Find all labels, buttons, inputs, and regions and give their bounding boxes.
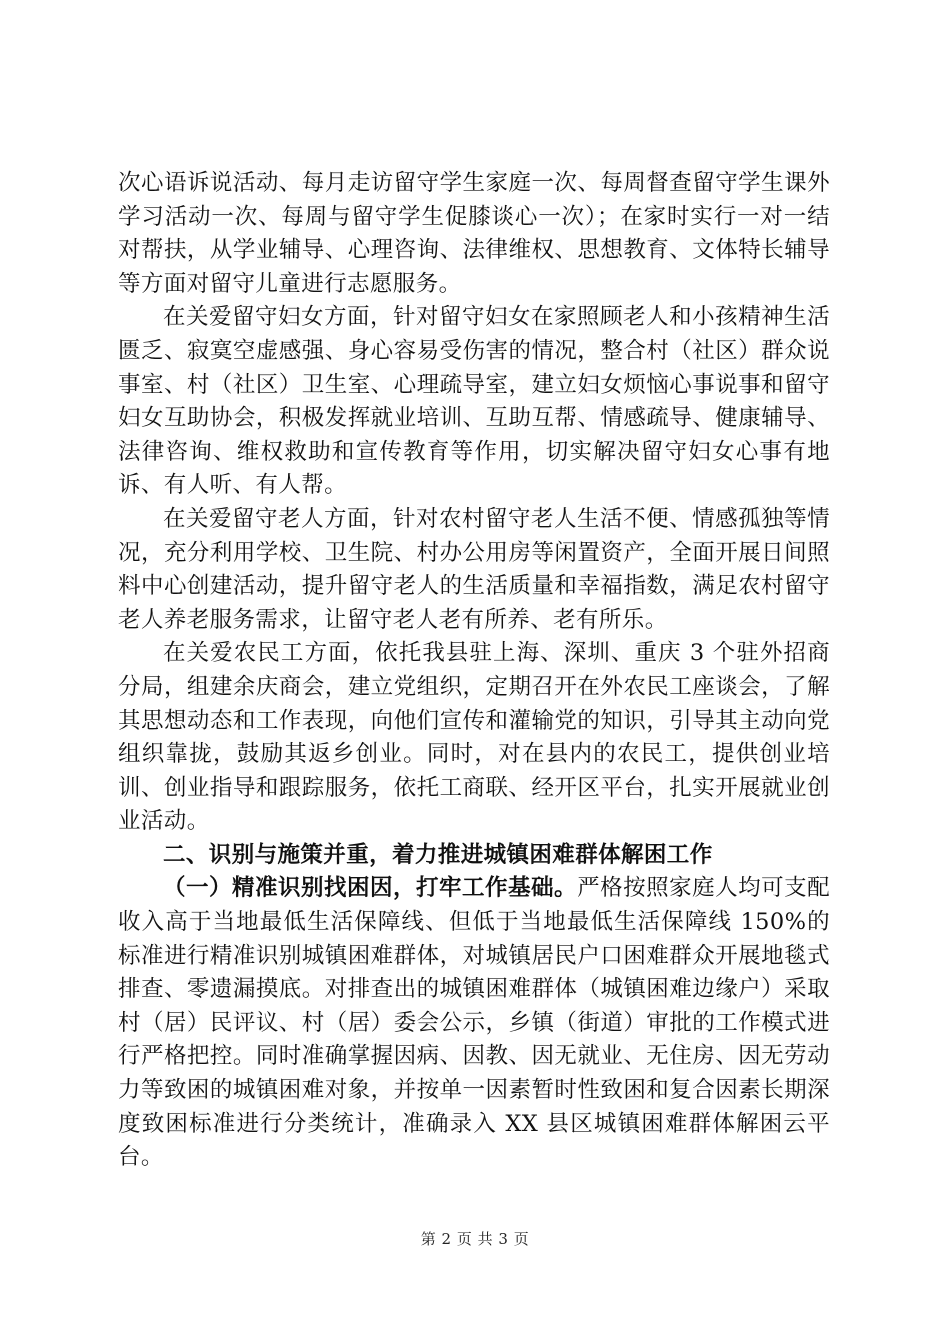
paragraph-elderly: 在关爱留守老人方面，针对农村留守老人生活不便、情感孤独等情况，充分利用学校、卫生院、村办公用房等闲置资产，全面开展日间照料中心创建活动，提升留守老人的生活质量和幸福指数，满足农村留守老人养老服务需求，让留守老人老有所养、老有所乐。 bbox=[118, 505, 830, 633]
subsection-paragraph bbox=[118, 872, 830, 1174]
paragraph-women: 在关爱留守妇女方面，针对留守妇女在家照顾老人和小孩精神生活匮乏、寂寞空虚感强、身心容易受伤害的情况，整合村（社区）群众说事室、村（社区）卫生室、心理疏导室，建立妇女烦恼心事说事和留守妇女互助协会，积极发挥就业培训、互助互帮、情感疏导、健康辅导、法律咨询、维权救助和宣传教育等作用，切实解决留守妇女心事有地诉、有人听、有人帮。 bbox=[118, 304, 830, 499]
subsection-lead: （一）精准识别找困因，打牢工作基础。 bbox=[163, 875, 578, 902]
section-heading: 二、识别与施策并重，着力推进城镇困难群体解困工作 bbox=[163, 841, 713, 868]
paragraph-continuation: 次心语诉说活动、每月走访留守学生家庭一次、每周督查留守学生课外学习活动一次、每周与留守学生促膝谈心一次）；在家时实行一对一结对帮扶，从学业辅导、心理咨询、法律维权、思想教育、文体特长辅导等方面对留守儿童进行志愿服务。 bbox=[118, 170, 830, 297]
document-body bbox=[118, 167, 830, 1175]
subsection-text: 严格按照家庭人均可支配收入高于当地最低生活保障线、但低于当地最低生活保障线 150%的标准进行精准识别城镇困难群体，对城镇居民户口困难群众开展地毯式排查、零遗漏摸底。对排查出的城镇困难群体（城镇困难边缘户）采取村（居）民评议、村（居）委会公示，乡镇（街道）审批的工作模式进行严格把控。同时准确掌握因病、因教、因无就业、无住房、因无劳动力等致困的城镇困难对象，并按单一因素暂时性致困和复合因素长期深度致困标准进行分类统计，准确录入 XX 县区城镇困难群体解困云平台。 bbox=[118, 875, 830, 1171]
page-footer: 第 2 页 共 3 页 bbox=[420, 1230, 530, 1248]
paragraph-migrant-workers: 在关爱农民工方面，依托我县驻上海、深圳、重庆 3 个驻外招商分局，组建余庆商会，建立党组织，定期召开在外农民工座谈会，了解其思想动态和工作表现，向他们宣传和灌输党的知识，引导其主动向党组织靠拢，鼓励其返乡创业。同时，对在县内的农民工，提供创业培训、创业指导和跟踪服务，依托工商联、经开区平台，扎实开展就业创业活动。 bbox=[118, 640, 830, 835]
